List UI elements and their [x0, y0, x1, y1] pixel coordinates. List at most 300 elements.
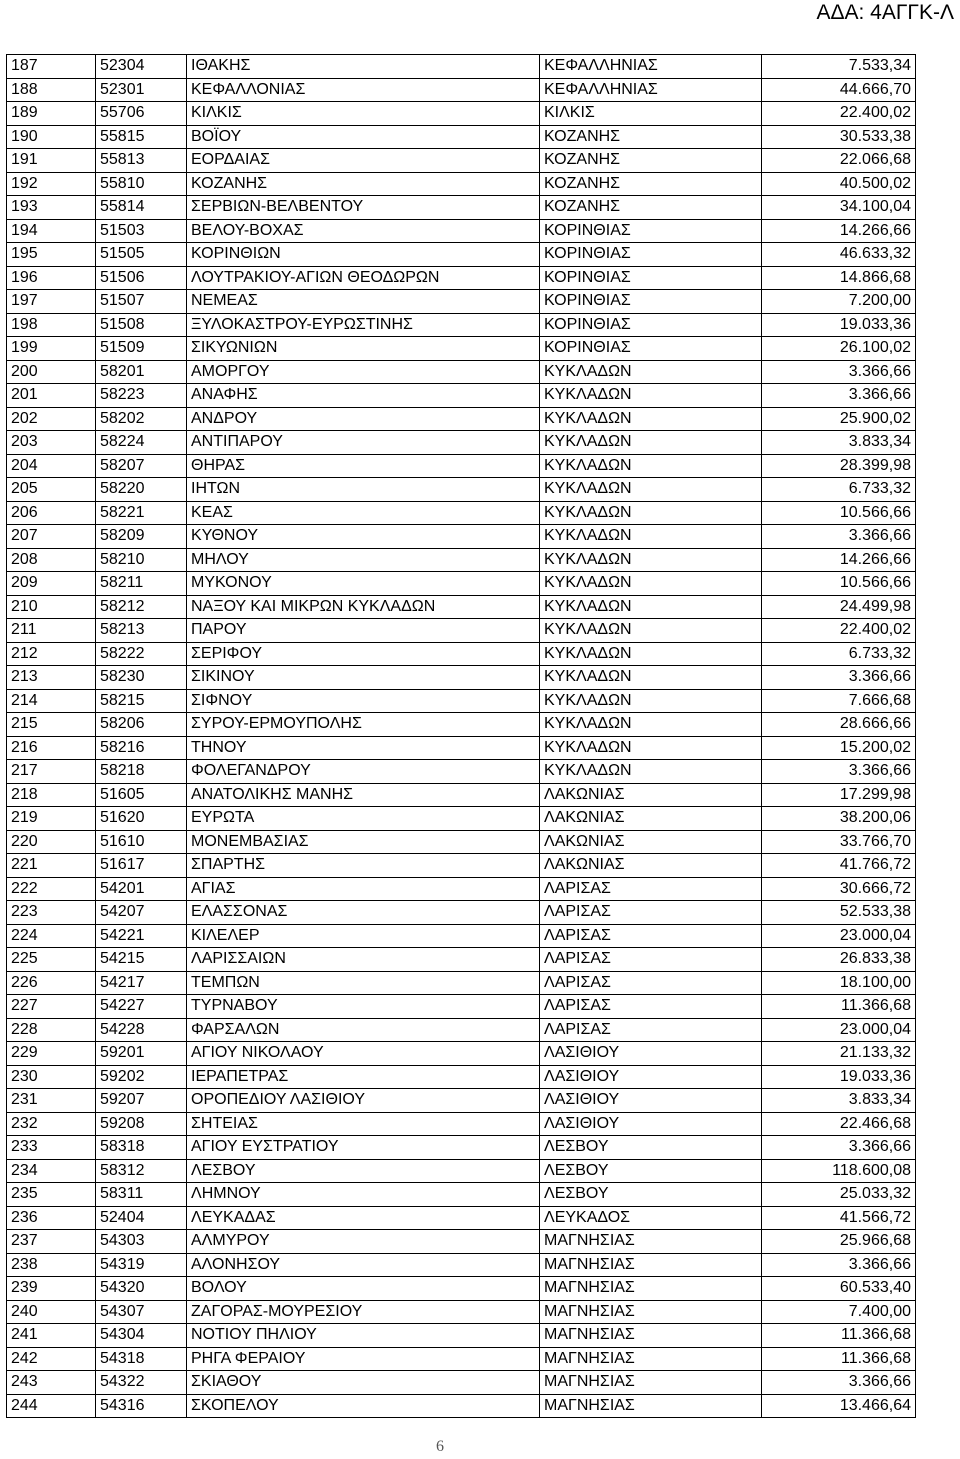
municipality-name-cell: ΡΗΓΑ ΦΕΡΑΙΟΥ	[187, 1347, 540, 1371]
table-row	[7, 1277, 916, 1301]
row-number-cell: 214	[7, 689, 96, 713]
table-row	[7, 689, 916, 713]
municipality-code-cell: 58211	[96, 572, 187, 596]
municipality-code-cell: 58222	[96, 642, 187, 666]
prefecture-cell: ΛΑΡΙΣΑΣ	[540, 877, 762, 901]
prefecture-cell: ΛΑΚΩΝΙΑΣ	[540, 854, 762, 878]
municipality-code-cell: 54319	[96, 1253, 187, 1277]
amount-cell: 28.399,98	[762, 454, 916, 478]
municipality-name-cell: ΘΗΡΑΣ	[187, 454, 540, 478]
municipality-code-cell: 58311	[96, 1183, 187, 1207]
municipality-name-cell: ΑΝΑΤΟΛΙΚΗΣ ΜΑΝΗΣ	[187, 783, 540, 807]
amount-cell: 3.366,66	[762, 384, 916, 408]
table-row	[7, 78, 916, 102]
municipality-name-cell: ΤΥΡΝΑΒΟΥ	[187, 995, 540, 1019]
municipality-name-cell: ΣΚΟΠΕΛΟΥ	[187, 1394, 540, 1418]
table-row	[7, 642, 916, 666]
table-row	[7, 1206, 916, 1230]
row-number-cell: 236	[7, 1206, 96, 1230]
municipality-code-cell: 54217	[96, 971, 187, 995]
row-number-cell: 242	[7, 1347, 96, 1371]
row-number-cell: 215	[7, 713, 96, 737]
row-number-cell: 228	[7, 1018, 96, 1042]
amount-cell: 11.366,68	[762, 1347, 916, 1371]
municipality-name-cell: ΣΗΤΕΙΑΣ	[187, 1112, 540, 1136]
prefecture-cell: ΚΥΚΛΑΔΩΝ	[540, 619, 762, 643]
amount-cell: 40.500,02	[762, 172, 916, 196]
prefecture-cell: ΚΕΦΑΛΛΗΝΙΑΣ	[540, 78, 762, 102]
row-number-cell: 227	[7, 995, 96, 1019]
table-row	[7, 1300, 916, 1324]
municipality-name-cell: ΛΕΣΒΟΥ	[187, 1159, 540, 1183]
table-row	[7, 1042, 916, 1066]
municipality-name-cell: ΚΙΛΕΛΕΡ	[187, 924, 540, 948]
row-number-cell: 207	[7, 525, 96, 549]
prefecture-cell: ΜΑΓΝΗΣΙΑΣ	[540, 1253, 762, 1277]
amount-cell: 3.366,66	[762, 1371, 916, 1395]
municipality-code-cell: 58221	[96, 501, 187, 525]
row-number-cell: 225	[7, 948, 96, 972]
table-row	[7, 384, 916, 408]
municipality-name-cell: ΚΕΦΑΛΛΟΝΙΑΣ	[187, 78, 540, 102]
prefecture-cell: ΜΑΓΝΗΣΙΑΣ	[540, 1347, 762, 1371]
table-row	[7, 149, 916, 173]
prefecture-cell: ΚΙΛΚΙΣ	[540, 102, 762, 126]
prefecture-cell: ΚΟΡΙΝΘΙΑΣ	[540, 290, 762, 314]
row-number-cell: 222	[7, 877, 96, 901]
row-number-cell: 198	[7, 313, 96, 337]
table-row	[7, 995, 916, 1019]
prefecture-cell: ΛΑΡΙΣΑΣ	[540, 995, 762, 1019]
table-body	[7, 55, 916, 1418]
row-number-cell: 197	[7, 290, 96, 314]
row-number-cell: 209	[7, 572, 96, 596]
table-row	[7, 877, 916, 901]
table-row	[7, 830, 916, 854]
municipality-code-cell: 58230	[96, 666, 187, 690]
prefecture-cell: ΛΑΡΙΣΑΣ	[540, 924, 762, 948]
municipality-code-cell: 51610	[96, 830, 187, 854]
amount-cell: 11.366,68	[762, 995, 916, 1019]
table-row	[7, 478, 916, 502]
table-row	[7, 313, 916, 337]
table-row	[7, 783, 916, 807]
prefecture-cell: ΛΑΡΙΣΑΣ	[540, 1018, 762, 1042]
prefecture-cell: ΛΕΥΚΑΔΟΣ	[540, 1206, 762, 1230]
municipality-name-cell: ΟΡΟΠΕΔΙΟΥ ΛΑΣΙΘΙΟΥ	[187, 1089, 540, 1113]
amount-cell: 6.733,32	[762, 642, 916, 666]
prefecture-cell: ΚΟΖΑΝΗΣ	[540, 196, 762, 220]
municipality-name-cell: ΜΟΝΕΜΒΑΣΙΑΣ	[187, 830, 540, 854]
table-row	[7, 760, 916, 784]
prefecture-cell: ΜΑΓΝΗΣΙΑΣ	[540, 1371, 762, 1395]
prefecture-cell: ΚΟΖΑΝΗΣ	[540, 149, 762, 173]
municipality-name-cell: ΣΥΡΟΥ-ΕΡΜΟΥΠΟΛΗΣ	[187, 713, 540, 737]
amount-cell: 3.366,66	[762, 525, 916, 549]
amount-cell: 30.533,38	[762, 125, 916, 149]
municipality-name-cell: ΙΘΑΚΗΣ	[187, 55, 540, 79]
table-row	[7, 55, 916, 79]
amount-cell: 46.633,32	[762, 243, 916, 267]
municipality-code-cell: 58224	[96, 431, 187, 455]
municipality-code-cell: 58207	[96, 454, 187, 478]
municipality-code-cell: 58223	[96, 384, 187, 408]
prefecture-cell: ΚΥΚΛΑΔΩΝ	[540, 572, 762, 596]
municipality-name-cell: ΣΙΦΝΟΥ	[187, 689, 540, 713]
row-number-cell: 211	[7, 619, 96, 643]
municipality-name-cell: ΚΟΖΑΝΗΣ	[187, 172, 540, 196]
prefecture-cell: ΚΟΡΙΝΘΙΑΣ	[540, 337, 762, 361]
prefecture-cell: ΛΑΚΩΝΙΑΣ	[540, 830, 762, 854]
municipality-name-cell: ΦΑΡΣΑΛΩΝ	[187, 1018, 540, 1042]
prefecture-cell: ΛΑΚΩΝΙΑΣ	[540, 783, 762, 807]
municipality-code-cell: 54201	[96, 877, 187, 901]
municipality-name-cell: ΤΕΜΠΩΝ	[187, 971, 540, 995]
municipality-code-cell: 58210	[96, 548, 187, 572]
municipality-name-cell: ΛΕΥΚΑΔΑΣ	[187, 1206, 540, 1230]
table-row	[7, 1183, 916, 1207]
table-row	[7, 1324, 916, 1348]
amount-cell: 3.366,66	[762, 1253, 916, 1277]
amount-cell: 30.666,72	[762, 877, 916, 901]
municipality-name-cell: ΕΥΡΩΤΑ	[187, 807, 540, 831]
row-number-cell: 232	[7, 1112, 96, 1136]
municipality-code-cell: 58209	[96, 525, 187, 549]
row-number-cell: 220	[7, 830, 96, 854]
amount-cell: 19.033,36	[762, 313, 916, 337]
municipality-code-cell: 58318	[96, 1136, 187, 1160]
table-row	[7, 102, 916, 126]
amount-cell: 13.466,64	[762, 1394, 916, 1418]
prefecture-cell: ΛΑΡΙΣΑΣ	[540, 971, 762, 995]
row-number-cell: 244	[7, 1394, 96, 1418]
amount-cell: 3.833,34	[762, 431, 916, 455]
amount-cell: 60.533,40	[762, 1277, 916, 1301]
municipality-name-cell: ΑΝΤΙΠΑΡΟΥ	[187, 431, 540, 455]
row-number-cell: 212	[7, 642, 96, 666]
municipality-name-cell: ΠΑΡΟΥ	[187, 619, 540, 643]
row-number-cell: 193	[7, 196, 96, 220]
table-row	[7, 1230, 916, 1254]
municipality-code-cell: 54318	[96, 1347, 187, 1371]
amount-cell: 17.299,98	[762, 783, 916, 807]
municipality-code-cell: 58213	[96, 619, 187, 643]
prefecture-cell: ΛΑΣΙΘΙΟΥ	[540, 1065, 762, 1089]
amount-cell: 41.566,72	[762, 1206, 916, 1230]
amount-cell: 38.200,06	[762, 807, 916, 831]
table-row	[7, 948, 916, 972]
row-number-cell: 223	[7, 901, 96, 925]
municipality-code-cell: 59201	[96, 1042, 187, 1066]
table-row	[7, 337, 916, 361]
amount-cell: 24.499,98	[762, 595, 916, 619]
row-number-cell: 202	[7, 407, 96, 431]
municipality-name-cell: ΝΑΞΟΥ ΚΑΙ ΜΙΚΡΩΝ ΚΥΚΛΑΔΩΝ	[187, 595, 540, 619]
table-row	[7, 1371, 916, 1395]
municipality-name-cell: ΦΟΛΕΓΑΝΔΡΟΥ	[187, 760, 540, 784]
table-row	[7, 901, 916, 925]
municipality-name-cell: ΚΕΑΣ	[187, 501, 540, 525]
municipality-code-cell: 52404	[96, 1206, 187, 1230]
prefecture-cell: ΜΑΓΝΗΣΙΑΣ	[540, 1394, 762, 1418]
amount-cell: 25.033,32	[762, 1183, 916, 1207]
table-row	[7, 1112, 916, 1136]
municipality-code-cell: 59208	[96, 1112, 187, 1136]
prefecture-cell: ΚΥΚΛΑΔΩΝ	[540, 548, 762, 572]
amount-cell: 28.666,66	[762, 713, 916, 737]
amount-cell: 118.600,08	[762, 1159, 916, 1183]
amount-cell: 19.033,36	[762, 1065, 916, 1089]
table-row	[7, 172, 916, 196]
amount-cell: 44.666,70	[762, 78, 916, 102]
municipality-name-cell: ΚΟΡΙΝΘΙΩΝ	[187, 243, 540, 267]
municipality-code-cell: 58201	[96, 360, 187, 384]
table-row	[7, 1347, 916, 1371]
municipality-name-cell: ΜΗΛΟΥ	[187, 548, 540, 572]
amount-cell: 25.900,02	[762, 407, 916, 431]
prefecture-cell: ΜΑΓΝΗΣΙΑΣ	[540, 1230, 762, 1254]
prefecture-cell: ΚΥΚΛΑΔΩΝ	[540, 360, 762, 384]
row-number-cell: 217	[7, 760, 96, 784]
municipality-code-cell: 51507	[96, 290, 187, 314]
prefecture-cell: ΚΟΡΙΝΘΙΑΣ	[540, 313, 762, 337]
amount-cell: 23.000,04	[762, 1018, 916, 1042]
municipality-code-cell: 51509	[96, 337, 187, 361]
amount-cell: 7.533,34	[762, 55, 916, 79]
municipality-code-cell: 54307	[96, 1300, 187, 1324]
municipality-code-cell: 58212	[96, 595, 187, 619]
table-row	[7, 713, 916, 737]
row-number-cell: 210	[7, 595, 96, 619]
municipality-code-cell: 59207	[96, 1089, 187, 1113]
amount-cell: 3.833,34	[762, 1089, 916, 1113]
amount-cell: 10.566,66	[762, 501, 916, 525]
row-number-cell: 200	[7, 360, 96, 384]
table-row	[7, 1018, 916, 1042]
municipality-code-cell: 54227	[96, 995, 187, 1019]
amount-cell: 22.400,02	[762, 619, 916, 643]
municipality-name-cell: ΣΕΡΒΙΩΝ-ΒΕΛΒΕΝΤΟΥ	[187, 196, 540, 220]
municipality-code-cell: 54304	[96, 1324, 187, 1348]
table-row	[7, 360, 916, 384]
amount-cell: 52.533,38	[762, 901, 916, 925]
municipality-code-cell: 54228	[96, 1018, 187, 1042]
municipality-code-cell: 58216	[96, 736, 187, 760]
municipality-code-cell: 51503	[96, 219, 187, 243]
municipality-name-cell: ΒΟΪΟΥ	[187, 125, 540, 149]
municipality-code-cell: 52301	[96, 78, 187, 102]
table-row	[7, 407, 916, 431]
table-row	[7, 854, 916, 878]
municipality-name-cell: ΖΑΓΟΡΑΣ-ΜΟΥΡΕΣΙΟΥ	[187, 1300, 540, 1324]
prefecture-cell: ΚΥΚΛΑΔΩΝ	[540, 595, 762, 619]
prefecture-cell: ΚΟΖΑΝΗΣ	[540, 172, 762, 196]
table-row	[7, 1065, 916, 1089]
row-number-cell: 204	[7, 454, 96, 478]
municipality-name-cell: ΜΥΚΟΝΟΥ	[187, 572, 540, 596]
municipality-name-cell: ΤΗΝΟΥ	[187, 736, 540, 760]
table-row	[7, 1159, 916, 1183]
municipality-name-cell: ΕΟΡΔΑΙΑΣ	[187, 149, 540, 173]
row-number-cell: 199	[7, 337, 96, 361]
amount-cell: 26.833,38	[762, 948, 916, 972]
prefecture-cell: ΛΑΣΙΘΙΟΥ	[540, 1042, 762, 1066]
municipality-code-cell: 58218	[96, 760, 187, 784]
table-row	[7, 196, 916, 220]
prefecture-cell: ΚΥΚΛΑΔΩΝ	[540, 384, 762, 408]
table-row	[7, 243, 916, 267]
amount-cell: 23.000,04	[762, 924, 916, 948]
prefecture-cell: ΛΑΡΙΣΑΣ	[540, 948, 762, 972]
prefecture-cell: ΚΥΚΛΑΔΩΝ	[540, 431, 762, 455]
row-number-cell: 231	[7, 1089, 96, 1113]
row-number-cell: 233	[7, 1136, 96, 1160]
amount-cell: 6.733,32	[762, 478, 916, 502]
row-number-cell: 196	[7, 266, 96, 290]
prefecture-cell: ΚΟΡΙΝΘΙΑΣ	[540, 219, 762, 243]
municipality-code-cell: 58202	[96, 407, 187, 431]
row-number-cell: 189	[7, 102, 96, 126]
municipality-name-cell: ΛΟΥΤΡΑΚΙΟΥ-ΑΓΙΩΝ ΘΕΟΔΩΡΩΝ	[187, 266, 540, 290]
row-number-cell: 191	[7, 149, 96, 173]
table-row	[7, 572, 916, 596]
table-row	[7, 1253, 916, 1277]
municipality-code-cell: 51506	[96, 266, 187, 290]
municipality-code-cell: 52304	[96, 55, 187, 79]
amount-cell: 22.466,68	[762, 1112, 916, 1136]
table-row	[7, 548, 916, 572]
row-number-cell: 194	[7, 219, 96, 243]
row-number-cell: 188	[7, 78, 96, 102]
page-number: 6	[436, 1438, 444, 1455]
table-row	[7, 666, 916, 690]
municipality-name-cell: ΑΝΑΦΗΣ	[187, 384, 540, 408]
row-number-cell: 195	[7, 243, 96, 267]
municipality-name-cell: ΣΙΚΙΝΟΥ	[187, 666, 540, 690]
row-number-cell: 205	[7, 478, 96, 502]
row-number-cell: 201	[7, 384, 96, 408]
amount-cell: 3.366,66	[762, 760, 916, 784]
prefecture-cell: ΚΥΚΛΑΔΩΝ	[540, 454, 762, 478]
prefecture-cell: ΚΥΚΛΑΔΩΝ	[540, 478, 762, 502]
amount-cell: 14.266,66	[762, 548, 916, 572]
prefecture-cell: ΜΑΓΝΗΣΙΑΣ	[540, 1300, 762, 1324]
row-number-cell: 206	[7, 501, 96, 525]
prefecture-cell: ΚΥΚΛΑΔΩΝ	[540, 713, 762, 737]
amount-cell: 41.766,72	[762, 854, 916, 878]
amount-cell: 7.200,00	[762, 290, 916, 314]
amount-cell: 11.366,68	[762, 1324, 916, 1348]
municipality-name-cell: ΝΕΜΕΑΣ	[187, 290, 540, 314]
table-row	[7, 1089, 916, 1113]
table-row	[7, 1136, 916, 1160]
municipality-name-cell: ΑΝΔΡΟΥ	[187, 407, 540, 431]
municipality-name-cell: ΒΟΛΟΥ	[187, 1277, 540, 1301]
amount-cell: 15.200,02	[762, 736, 916, 760]
municipality-name-cell: ΛΑΡΙΣΣΑΙΩΝ	[187, 948, 540, 972]
row-number-cell: 241	[7, 1324, 96, 1348]
municipality-name-cell: ΝΟΤΙΟΥ ΠΗΛΙΟΥ	[187, 1324, 540, 1348]
municipality-code-cell: 54215	[96, 948, 187, 972]
table-row	[7, 266, 916, 290]
municipality-code-cell: 55813	[96, 149, 187, 173]
prefecture-cell: ΚΟΡΙΝΘΙΑΣ	[540, 266, 762, 290]
prefecture-cell: ΛΑΣΙΘΙΟΥ	[540, 1112, 762, 1136]
municipality-code-cell: 51605	[96, 783, 187, 807]
municipality-code-cell: 58206	[96, 713, 187, 737]
row-number-cell: 208	[7, 548, 96, 572]
table-row	[7, 1394, 916, 1418]
table-row	[7, 525, 916, 549]
table-row	[7, 619, 916, 643]
prefecture-cell: ΛΑΣΙΘΙΟΥ	[540, 1089, 762, 1113]
prefecture-cell: ΚΥΚΛΑΔΩΝ	[540, 689, 762, 713]
row-number-cell: 226	[7, 971, 96, 995]
row-number-cell: 235	[7, 1183, 96, 1207]
prefecture-cell: ΛΕΣΒΟΥ	[540, 1183, 762, 1207]
municipality-name-cell: ΣΕΡΙΦΟΥ	[187, 642, 540, 666]
municipality-code-cell: 51617	[96, 854, 187, 878]
row-number-cell: 224	[7, 924, 96, 948]
municipality-name-cell: ΑΓΙΟΥ ΕΥΣΤΡΑΤΙΟΥ	[187, 1136, 540, 1160]
municipality-code-cell: 51508	[96, 313, 187, 337]
row-number-cell: 216	[7, 736, 96, 760]
table-row	[7, 595, 916, 619]
municipality-code-cell: 55815	[96, 125, 187, 149]
amount-cell: 33.766,70	[762, 830, 916, 854]
amount-cell: 18.100,00	[762, 971, 916, 995]
municipality-name-cell: ΣΠΑΡΤΗΣ	[187, 854, 540, 878]
municipality-name-cell: ΒΕΛΟΥ-ΒΟΧΑΣ	[187, 219, 540, 243]
municipality-name-cell: ΣΙΚΥΩΝΙΩΝ	[187, 337, 540, 361]
row-number-cell: 238	[7, 1253, 96, 1277]
municipality-allocation-table	[6, 54, 916, 1418]
amount-cell: 34.100,04	[762, 196, 916, 220]
municipality-code-cell: 55706	[96, 102, 187, 126]
amount-cell: 14.866,68	[762, 266, 916, 290]
prefecture-cell: ΚΕΦΑΛΛΗΝΙΑΣ	[540, 55, 762, 79]
row-number-cell: 243	[7, 1371, 96, 1395]
row-number-cell: 203	[7, 431, 96, 455]
municipality-name-cell: ΙΕΡΑΠΕΤΡΑΣ	[187, 1065, 540, 1089]
municipality-code-cell: 54303	[96, 1230, 187, 1254]
amount-cell: 7.400,00	[762, 1300, 916, 1324]
row-number-cell: 239	[7, 1277, 96, 1301]
prefecture-cell: ΚΥΚΛΑΔΩΝ	[540, 666, 762, 690]
prefecture-cell: ΛΑΚΩΝΙΑΣ	[540, 807, 762, 831]
municipality-name-cell: ΚΙΛΚΙΣ	[187, 102, 540, 126]
table-row	[7, 219, 916, 243]
row-number-cell: 219	[7, 807, 96, 831]
row-number-cell: 187	[7, 55, 96, 79]
prefecture-cell: ΚΥΚΛΑΔΩΝ	[540, 407, 762, 431]
table-row	[7, 971, 916, 995]
prefecture-cell: ΚΥΚΛΑΔΩΝ	[540, 736, 762, 760]
prefecture-cell: ΜΑΓΝΗΣΙΑΣ	[540, 1324, 762, 1348]
municipality-code-cell: 54320	[96, 1277, 187, 1301]
prefecture-cell: ΚΟΡΙΝΘΙΑΣ	[540, 243, 762, 267]
row-number-cell: 230	[7, 1065, 96, 1089]
amount-cell: 10.566,66	[762, 572, 916, 596]
municipality-name-cell: ΑΜΟΡΓΟΥ	[187, 360, 540, 384]
row-number-cell: 221	[7, 854, 96, 878]
row-number-cell: 229	[7, 1042, 96, 1066]
amount-cell: 3.366,66	[762, 666, 916, 690]
row-number-cell: 240	[7, 1300, 96, 1324]
table-row	[7, 290, 916, 314]
prefecture-cell: ΛΕΣΒΟΥ	[540, 1136, 762, 1160]
amount-cell: 26.100,02	[762, 337, 916, 361]
